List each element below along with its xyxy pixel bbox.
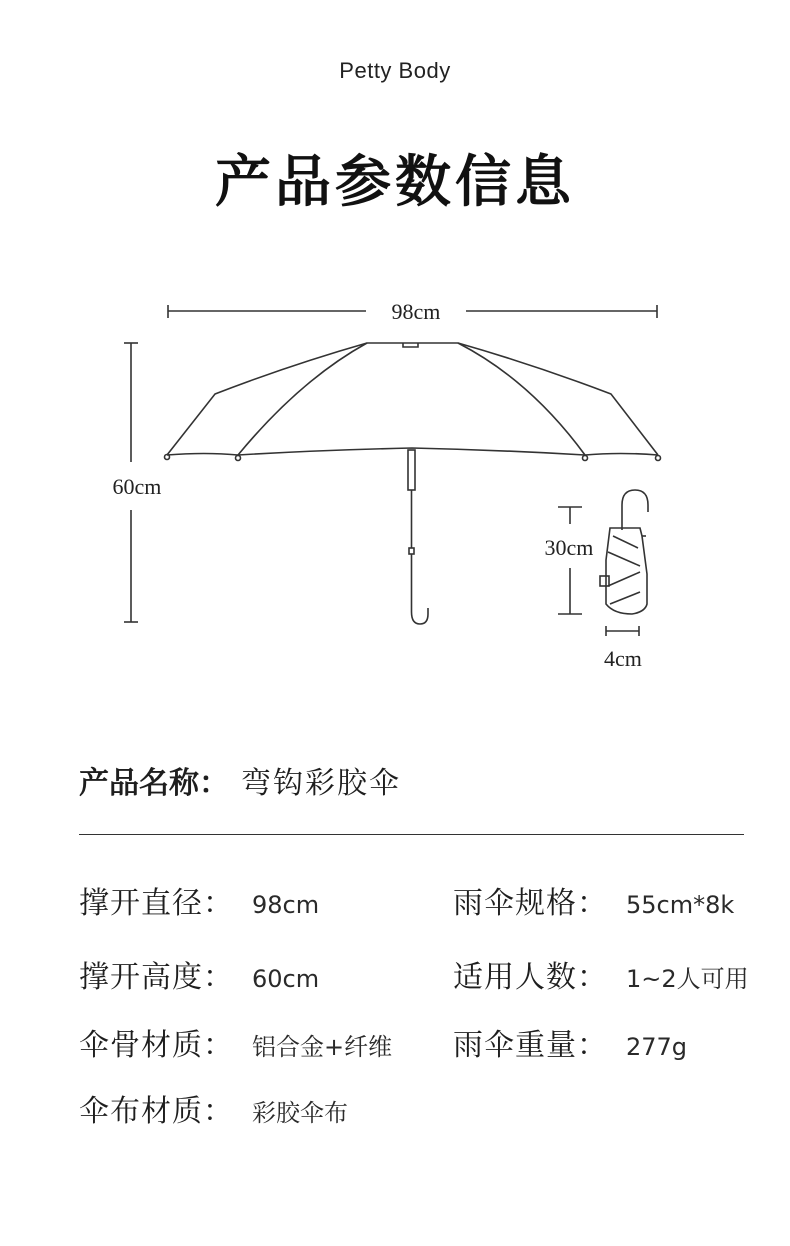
folded-height-label: 30cm — [544, 535, 594, 560]
height-label: 60cm — [112, 474, 162, 499]
spec-label: 雨伞规格： — [453, 886, 608, 921]
spec-value: 铝合金+纤维 — [252, 1033, 393, 1061]
width-label: 98cm — [391, 299, 441, 324]
spec-label: 伞骨材质： — [79, 1028, 234, 1063]
product-name-label: 产品名称： — [79, 766, 229, 801]
brand-name: Petty Body — [339, 58, 451, 83]
product-name-value: 弯钩彩胶伞 — [241, 766, 401, 801]
folded-width-label: 4cm — [604, 646, 642, 671]
spec-value: 277g — [626, 1033, 688, 1061]
spec-item — [453, 952, 749, 996]
spec-item — [79, 878, 319, 922]
folded-width-dimension-line — [606, 626, 639, 636]
spec-value: 60cm — [252, 965, 320, 993]
spec-value: 98cm — [252, 891, 320, 919]
spec-label: 撑开高度： — [79, 960, 234, 995]
spec-value: 55cm*8k — [626, 891, 735, 919]
folded-umbrella-drawing — [600, 490, 648, 614]
folded-height-dimension-line — [558, 507, 582, 614]
spec-label: 伞布材质： — [79, 1094, 234, 1129]
spec-value: 1~2人可用 — [626, 965, 749, 993]
spec-label: 适用人数： — [453, 960, 608, 995]
spec-item — [79, 1020, 392, 1064]
umbrella-dimension-diagram — [0, 280, 790, 680]
spec-label: 撑开直径： — [79, 886, 234, 921]
spec-label: 雨伞重量： — [453, 1028, 608, 1063]
product-name-row — [79, 758, 401, 802]
page-title: 产品参数信息 — [215, 150, 575, 215]
section-divider — [79, 834, 744, 835]
open-umbrella-drawing — [165, 343, 661, 624]
spec-item — [453, 878, 734, 922]
spec-value: 彩胶伞布 — [252, 1099, 348, 1127]
spec-item — [79, 952, 319, 996]
spec-item — [453, 1020, 687, 1064]
spec-item — [79, 1086, 348, 1130]
